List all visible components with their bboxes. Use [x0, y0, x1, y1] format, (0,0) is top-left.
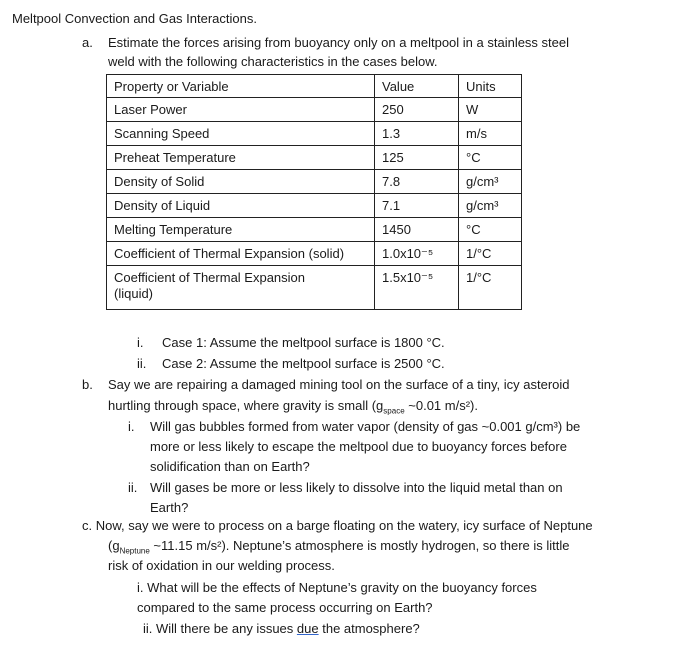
table-row: [107, 218, 522, 242]
document-title: Meltpool Convection and Gas Interactions.: [12, 11, 257, 26]
header-value: Value: [375, 75, 459, 98]
header-property: Property or Variable: [107, 75, 375, 98]
row-property: Laser Power: [107, 98, 375, 122]
part-b-q2-line-1: Will gases be more or less likely to dissolve into the liquid metal than on: [150, 480, 563, 495]
row-value: 1.5x10⁻⁵: [375, 266, 459, 310]
row-property: Scanning Speed: [107, 122, 375, 146]
table-row: [107, 98, 522, 122]
table-row: [107, 170, 522, 194]
properties-table: [106, 74, 522, 310]
table-row: [107, 266, 522, 310]
part-b-q2-line-2: Earth?: [150, 500, 189, 515]
row-value: 1.3: [375, 122, 459, 146]
part-b-marker: b.: [82, 377, 93, 392]
g-space-subscript: space: [383, 406, 405, 416]
part-c-line-3: risk of oxidation in our welding process.: [108, 558, 335, 573]
part-c-q1-line-1: i. What will be the effects of Neptune’s gravity on the buoyancy forces: [137, 580, 537, 595]
part-b-line-2: [108, 398, 478, 420]
row-unit: W: [459, 98, 522, 122]
case-2-text: Case 2: Assume the meltpool surface is 2500 °C.: [162, 356, 445, 371]
part-c-q2-pre: ii. Will there be any issues: [143, 621, 297, 636]
row-property: Density of Solid: [107, 170, 375, 194]
row-unit: °C: [459, 218, 522, 242]
row-unit: °C: [459, 146, 522, 170]
part-c-q2: [143, 621, 420, 637]
part-c-q1-line-2: compared to the same process occurring on Earth?: [137, 600, 433, 615]
part-c-line-2-post: ~11.15 m/s²). Neptune’s atmosphere is mostly hydrogen, so there is little: [149, 538, 570, 553]
row-property-line-2: (liquid): [114, 286, 154, 301]
header-units: Units: [459, 75, 522, 98]
part-a-line-1: Estimate the forces arising from buoyancy only on a meltpool in a stainless steel: [108, 35, 570, 50]
part-b-q1-line-3: solidification than on Earth?: [150, 459, 310, 474]
part-a-line-2: weld with the following characteristics in the cases below.: [108, 54, 438, 69]
part-c-line-2: [108, 538, 570, 560]
row-unit: g/cm³: [459, 194, 522, 218]
row-value: 7.8: [375, 170, 459, 194]
row-unit: 1/°C: [459, 266, 522, 310]
part-c-q2-post: the atmosphere?: [318, 621, 420, 636]
row-value: 250: [375, 98, 459, 122]
row-unit: 1/°C: [459, 242, 522, 266]
table-row: [107, 122, 522, 146]
part-a-marker: a.: [82, 35, 93, 50]
part-b-q1-line-1: Will gas bubbles formed from water vapor (density of gas ~0.001 g/cm³) be: [150, 419, 581, 434]
part-b-line-2-pre: hurtling through space, where gravity is small (g: [108, 398, 384, 413]
case-2-marker: ii.: [137, 356, 147, 371]
case-1-marker: i.: [137, 335, 144, 350]
case-1-text: Case 1: Assume the meltpool surface is 1800 °C.: [162, 335, 445, 350]
row-property: Preheat Temperature: [107, 146, 375, 170]
table-row: [107, 146, 522, 170]
row-unit: g/cm³: [459, 170, 522, 194]
row-value: 1450: [375, 218, 459, 242]
row-property: Coefficient of Thermal Expansion (solid): [107, 242, 375, 266]
row-property: Melting Temperature: [107, 218, 375, 242]
table-header-row: [107, 75, 522, 98]
part-b-q1-line-2: more or less likely to escape the meltpool due to buoyancy forces before: [150, 439, 567, 454]
row-property: Density of Liquid: [107, 194, 375, 218]
g-neptune-subscript: Neptune: [119, 546, 150, 556]
row-property-line-1: Coefficient of Thermal Expansion: [114, 270, 306, 285]
row-unit: m/s: [459, 122, 522, 146]
part-c-line-2-pre: (g: [108, 538, 120, 553]
part-c-q2-underlined: due: [296, 621, 319, 636]
row-property: [107, 266, 375, 310]
row-value: 125: [375, 146, 459, 170]
row-value: 7.1: [375, 194, 459, 218]
part-b-line-1: Say we are repairing a damaged mining tool on the surface of a tiny, icy asteroid: [108, 377, 570, 392]
part-c-line-1: c. Now, say we were to process on a barge floating on the watery, icy surface of Neptune: [82, 518, 593, 533]
row-value: 1.0x10⁻⁵: [375, 242, 459, 266]
table-row: [107, 194, 522, 218]
table-row: [107, 242, 522, 266]
part-b-q1-marker: i.: [128, 419, 135, 434]
part-b-q2-marker: ii.: [128, 480, 138, 495]
part-b-line-2-post: ~0.01 m/s²).: [404, 398, 478, 413]
